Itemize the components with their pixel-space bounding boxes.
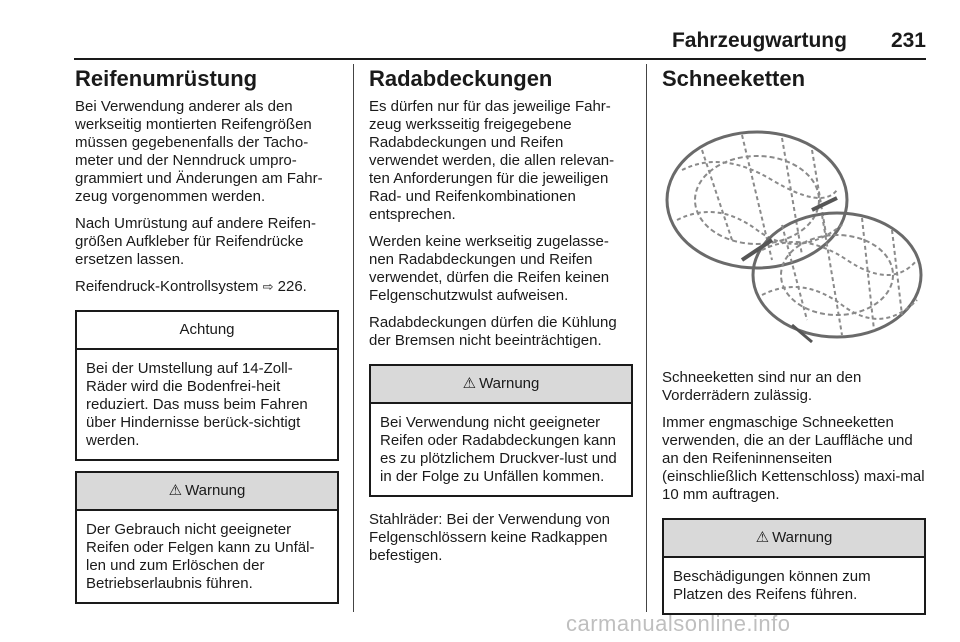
paragraph: Werden keine werkseitig zugelasse-nen Radabdeckungen und Reifen verwendet, dürfen die Reifen keinen Felgenschutzwulst aufweisen.	[369, 233, 610, 304]
warning-box-body: Der Gebrauch nicht geeigneter Reifen oder Felgen kann zu Unfäl-len und zum Erlöschen der Betriebserlaubnis führen.	[86, 521, 315, 592]
column-divider-left	[353, 64, 354, 612]
section-heading-schneeketten: Schneeketten	[662, 66, 806, 91]
paragraph-reference: Reifendruck-Kontrollsystem ⇨ 226.	[75, 278, 307, 295]
paragraph: Stahlräder: Bei der Verwendung von Felgenschlössern keine Radkappen befestigen.	[369, 511, 610, 564]
section-heading-radabdeckungen: Radabdeckungen	[369, 66, 553, 91]
column-schneeketten	[662, 66, 926, 624]
page-header	[0, 28, 926, 54]
column-radabdeckungen	[369, 66, 633, 574]
paragraph: Radabdeckungen dürfen die Kühlung der Bremsen nicht beeinträchtigen.	[369, 314, 617, 349]
warning-box-title: Warnung	[479, 375, 540, 392]
warning-box-header	[664, 520, 924, 558]
column-divider-right	[646, 64, 647, 612]
warning-box-title: Warnung	[772, 529, 833, 546]
warning-box-body: Bei Verwendung nicht geeigneter Reifen oder Radabdeckungen kann es zu plötzlichem Druckver-lust und in der Folge zu Unfällen kommen.	[380, 414, 617, 485]
paragraph: Bei Verwendung anderer als den werkseitig montierten Reifengrößen müssen gegebenenfalls der Tacho-meter und der Nenndruck umpro-grammiert und Änderungen am Fahr-zeug vorgenommen werden.	[75, 98, 323, 205]
warning-box	[662, 518, 926, 615]
paragraph: Es dürfen nur für das jeweilige Fahr-zeug werksseitig freigegebene Radabdeckungen und Reifen verwendet werden, die allen relevan-ten Anforderungen für die jeweiligen Rad- und Reifenkombinationen entsprechen.	[369, 98, 615, 223]
section-heading-reifenumruestung: Reifenumrüstung	[75, 66, 258, 91]
watermark: carmanualsonline.info	[566, 611, 791, 636]
warning-box-title: Warnung	[185, 482, 246, 499]
page-number: 231	[890, 29, 926, 52]
caution-box	[75, 310, 339, 461]
column-reifenumruestung	[75, 66, 339, 613]
warning-box-header	[77, 473, 337, 511]
page-reference-link[interactable]: 226.	[277, 278, 307, 295]
warning-box-header	[371, 366, 631, 404]
warning-box	[75, 471, 339, 604]
paragraph: Nach Umrüstung auf andere Reifen-größen Aufkleber für Reifendrücke ersetzen lassen.	[75, 215, 316, 268]
page-reference-arrow-icon: ⇨	[262, 279, 274, 294]
paragraph: Immer engmaschige Schneeketten verwenden, die an der Lauffläche und an den Reifeninnenseiten (einschließlich Kettenschloss) maxi-mal 10 mm auftragen.	[662, 414, 925, 503]
snow-chains-illustration	[662, 110, 924, 346]
warning-triangle-icon: ⚠	[755, 529, 770, 546]
caution-box-title: Achtung	[77, 312, 337, 350]
warning-box-body: Beschädigungen können zum Platzen des Reifens führen.	[673, 568, 871, 603]
warning-triangle-icon: ⚠	[168, 482, 183, 499]
chapter-title: Fahrzeugwartung	[671, 29, 847, 52]
warning-box	[369, 364, 633, 497]
warning-triangle-icon: ⚠	[462, 375, 477, 392]
caution-box-body: Bei der Umstellung auf 14-Zoll-Räder wird die Bodenfrei-heit reduziert. Das muss beim Fahren über Hindernisse berück-sichtigt werden.	[86, 360, 308, 449]
header-rule	[74, 58, 926, 60]
paragraph: Schneeketten sind nur an den Vorderrädern zulässig.	[662, 369, 862, 404]
